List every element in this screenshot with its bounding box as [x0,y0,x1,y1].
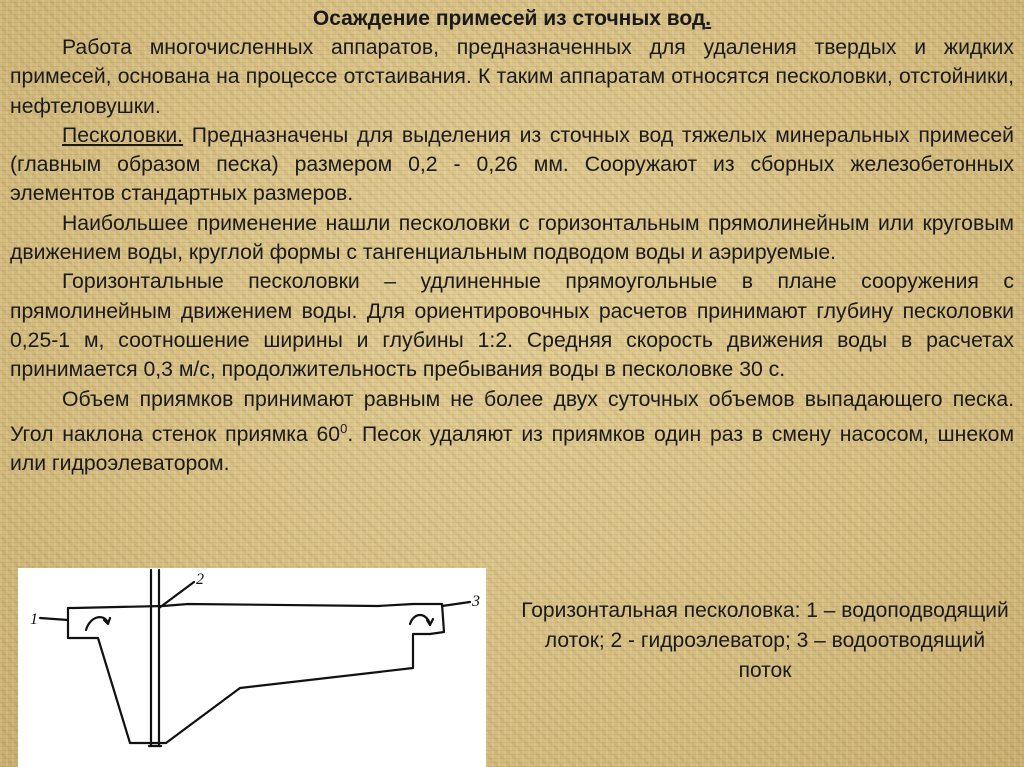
paragraph-horizontal [10,267,1014,384]
inlet-channel [68,604,444,743]
leader-3 [442,602,470,606]
body-text [10,33,1014,479]
term-sand-traps: Песколовки. [62,123,184,147]
leader-1 [40,618,68,620]
label-inlet: 1 [30,611,38,628]
paragraph-sand-traps [10,121,1014,209]
label-outlet: 3 [472,593,480,610]
paragraph-horizontal-text: Горизонтальные песколовки – удлиненные прямоугольные в плане сооружения с прямолинейным движением воды. Для ориентировочных расчетов принимают глубину песколовки 0,25-1 м, соотношение ширины и глубины 1:2. Средняя скорость движения воды в расчетах принимается 0,3 м/с, продолжительность пребывания воды в песколовке 30 с. [10,270,1014,382]
hydroelevator-pipe [151,570,159,746]
paragraph-pits-text-after: . Песок удаляют из приямков один раз в смену насосом, шнеком или гидроэлеватором. [10,422,1015,476]
paragraph-intro-text: Работа многочисленных аппаратов, предназначенных для удаления твердых и жидких примесей, основана на процессе отстаивания. К таким аппаратам относятся песколовки, отстойники, нефтеловушки. [10,36,1014,118]
slide-title [0,4,1024,34]
paragraph-intro [10,33,1014,121]
sand-trap-diagram [18,568,486,767]
title-text: Осаждение примесей из сточных вод [312,7,706,30]
paragraph-sand-traps-text: Предназначены для выделения из сточных вод тяжелых минеральных примесей (главным образом песка) размером 0,2 - 0,26 мм. Сооружают из сборных железобетонных элементов стандартных размеров. [10,123,1014,206]
figure-box [18,568,486,767]
title-end: . [705,7,712,30]
paragraph-pits [10,385,1014,479]
degree-sup: 0 [340,420,348,436]
figure-caption: Горизонтальная песколовка: 1 – водоподводящий лоток; 2 - гидроэлеватор; 3 – водоотводящий поток [521,599,1009,682]
paragraph-types [10,209,1014,268]
label-hydroelevator: 2 [196,571,204,588]
paragraph-types-text: Наибольшее применение нашли песколовки с горизонтальным прямолинейным или круговым движением воды, круглой формы с тангенциальным подводом воды и аэрируемые. [10,211,1014,265]
paragraph-pits-text-before: Объем приямков принимают равным не более двух суточных объемов выпадающего песка. Угол наклона стенок приямка 60 [10,387,1014,446]
inlet-arrow [86,617,108,630]
